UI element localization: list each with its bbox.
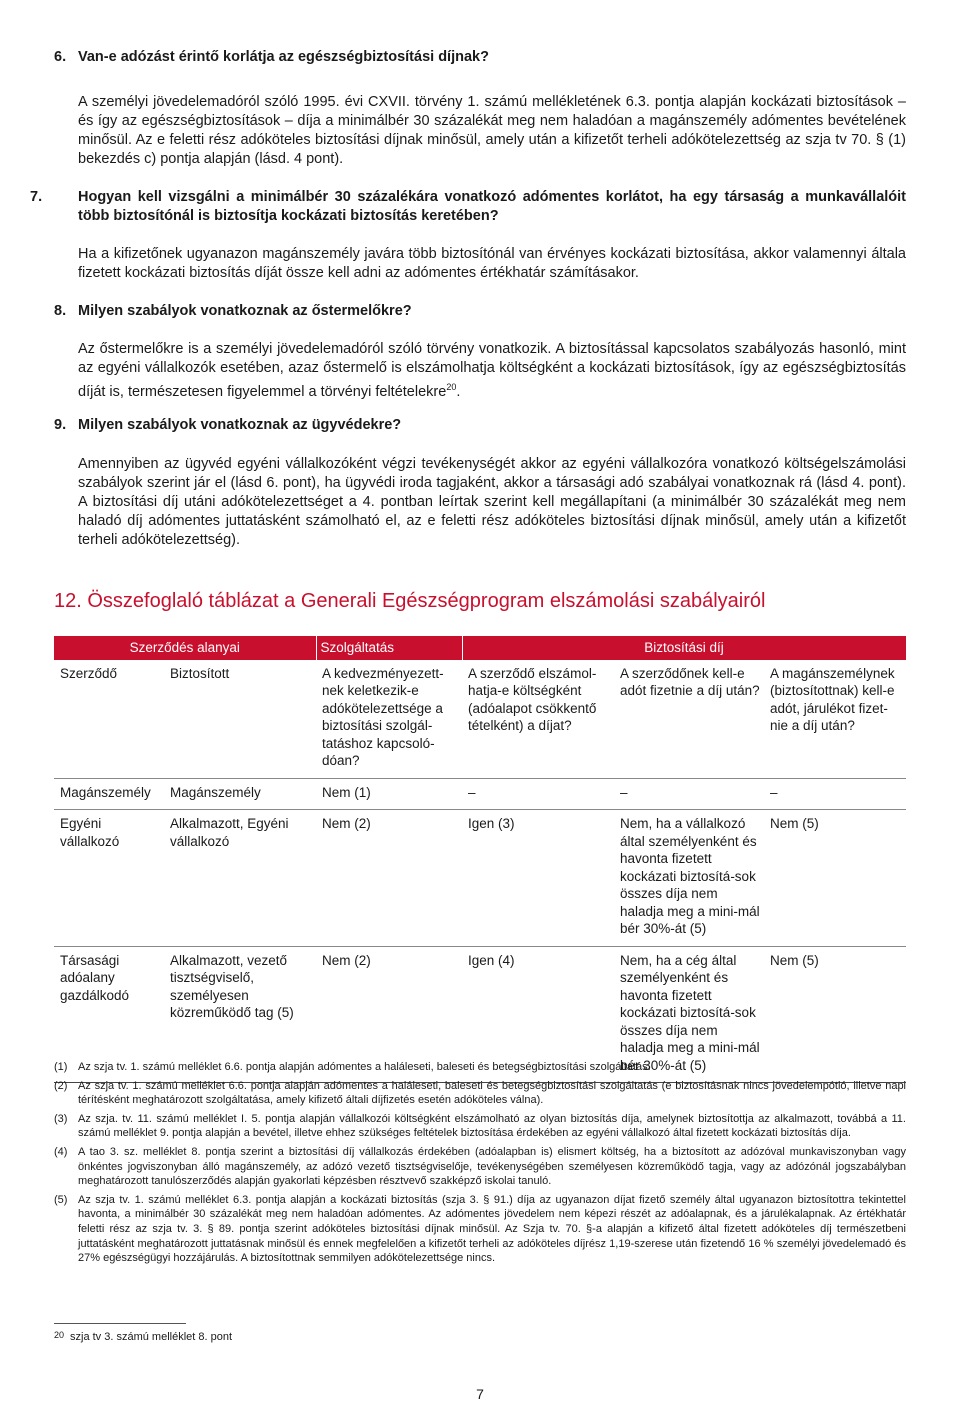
table-header-row [54, 636, 906, 660]
table-cell: A szerződőnek kell-e adót fizetnie a díj után? [620, 665, 760, 698]
table-cell: Magánszemély [54, 778, 164, 810]
page-number: 7 [476, 1386, 484, 1402]
table-cell: Szerződő [60, 665, 118, 681]
question-6-title: 6. Van-e adózást érintő korlátja az egészségbiztosítási díjnak? [54, 49, 489, 65]
table-cell: Magánszemély [164, 778, 316, 810]
note-item: (5) Az szja tv. 1. számú melléklet 6.3. pontja alapján a kockázati biztosítás (szja 3. § 91.) díja az ugyanazon díjat fizető személy által ugyanazon biztosítottra tekintettel havonta, a minimálbér 30 százalékát meg nem haladóan adómentes. Az adómentes jövedelem nem képezi részét az adóalapnak, és a járulékalapnak. Az értékhatár feletti rész az szja tv. 3. § 89. pontja szerint adóköteles biztosítási díjnak minősül. Az Szja tv. 70. §-a alapján a kifizető által fizetett adóköteles díj természetbeni juttatásként meghatározott juttatásnak minősül és ennek megfelelően a kifizetőt terheli az adóköteles díjrész 1,19-szerese után fizetendő 16 % személyi jövedelemadó és 27% egészségügyi hozzájárulás. A biztosítottnak semmilyen adókötelezettsége nincs. [54, 1193, 906, 1265]
table-cell: A kedvezményezett-nek keletkezik-e adókötelezettsége a biztosítási szolgál-tatáshoz kapcsoló-dóan? [322, 665, 444, 768]
table-cell: Nem (5) [764, 810, 906, 947]
header-service: Szolgáltatás [316, 636, 462, 660]
table-cell: Nem (2) [316, 810, 462, 947]
note-item: (1) Az szja tv. 1. számú melléklet 6.6. pontja alapján adómentes a haláleseti, baleseti és betegségbiztosítási szolgáltatás. [54, 1061, 651, 1073]
question-7-title: 7. Hogyan kell vizsgálni a minimálbér 30 százalékára vonatkozó adómentes korlátot, ha egy társaság a munkavállalóit több biztosítónál is biztosítja kockázati biztosítás keretében? [30, 189, 906, 224]
question-9-title: 9. Milyen szabályok vonatkoznak az ügyvédekre? [54, 417, 402, 433]
table-cell: Alkalmazott, vezető tisztségviselő, személyesen közreműködő tag (5) [164, 946, 316, 1083]
table-cell: – [462, 778, 614, 810]
table-cell: A szerződő elszámol-hatja-e költségként (adóalapot csökkentő tételként) a díjat? [468, 665, 597, 733]
table-cell: Nem, ha a vállalkozó által személyenként és havonta fizetett kockázati biztosítá-sok összes díja nem haladja meg a mini-mál bér 30%-át (5) [614, 810, 764, 947]
footnote-ref: 20 [446, 382, 457, 392]
table-cell: – [764, 778, 906, 810]
question-8-answer: Az őstermelőkre is a személyi jövedelemadóról szóló törvény vonatkozik. A biztosítással kapcsolatos szabályozás hasonló, mint az egyéni vállalkozók esetében, azaz őstermelő is elszámolhatja költségként a kockázati biztosítások, így az egészségbiztosítás díját is, természetesen figyelemmel a törvényi feltételekre$^{20}$. [78, 341, 906, 400]
table-notes [54, 1060, 906, 1270]
table-row [54, 778, 906, 810]
table-cell: Nem (1) [316, 778, 462, 810]
table-cell: A magánszemélynek (biztosítottnak) kell-e adót, járulékot fizet-nie a díj után? [770, 665, 895, 733]
table-cell: Alkalmazott, Egyéni vállalkozó [164, 810, 316, 947]
table-cell: Nem, ha a cég által személyenként és havonta fizetett kockázati biztosítá-sok összes díja nem haladja meg a mini-mál bér 30%-át (5) [614, 946, 764, 1083]
table-cell: – [614, 778, 764, 810]
header-premium: Biztosítási díj [462, 636, 906, 660]
table-cell: Egyéni vállalkozó [54, 810, 164, 947]
question-8-title: 8. Milyen szabályok vonatkoznak az őstermelőkre? [54, 303, 412, 319]
table-row [54, 660, 906, 779]
footnote-divider [54, 1323, 186, 1324]
question-9-answer: Amennyiben az ügyvéd egyéni vállalkozóként végzi tevékenységét akkor az egyéni vállalkozóra vonatkozó költségelszámolási szabályok szerint jár el (lásd 6. pont), ha ügyvédi iroda tagjaként, akkor a társasági adó szabályai vonatkoznak rá (lásd 4. pont). A biztosítási díj utáni adókötelezettséget a 4. pontban leírtak szerint kell megállapítani (a minimálbér 30 százalékát meg nem haladó díj adómentes juttatásként számolható el, az e feletti rész adóköteles biztosítási díjnak minősül, amely után a kifizetőt terheli adókötelezettség). [78, 456, 906, 548]
note-item: (3) Az szja. tv. 11. számú melléklet I. 5. pontja alapján vállalkozói költségként elszámolható az olyan biztosítás díja, amelynek biztosítottja az alkalmazott, továbbá a 11. számú melléklet 9. pontja alapján a bevétel, illetve ehhez szükséges feltételek biztosítása érdekében az egyéni vállalkozó által fizetett kockázati biztosítás díja. [54, 1112, 906, 1140]
section-title: 12. Összefoglaló táblázat a Generali Egészségprogram elszámolási szabályairól [54, 590, 766, 612]
table-cell: Nem (2) [316, 946, 462, 1083]
table-cell: Biztosított [170, 665, 230, 681]
question-6-answer: A személyi jövedelemadóról szóló 1995. évi CXVII. törvény 1. számú mellékletének 6.3. pontja alapján kockázati biztosítások – és így az egészségbiztosítások – díja a minimálbér 30 százalékát meg nem haladóan a magánszemély adómentes bevételének minősül. Az e feletti rész adóköteles biztosítási díjnak minősül, amely után a kifizetőt terheli adókötelezettség az szja tv 70. § (1) bekezdés c) pontja alapján (lásd. 4 pont). [78, 94, 906, 167]
summary-table [54, 636, 907, 1083]
table-cell: Nem (5) [764, 946, 906, 1083]
question-7-answer: Ha a kifizetőnek ugyanazon magánszemély javára több biztosítónál van érvényes kockázati biztosítása, akkor valamennyi általa fizetett kockázati biztosítás díját össze kell adni az adómentes értékhatár számításakor. [78, 246, 906, 281]
footnote: 20 szja tv 3. számú melléklet 8. pont [54, 1330, 233, 1343]
table-cell: Társasági adóalany gazdálkodó [54, 946, 164, 1083]
table-cell: Igen (4) [462, 946, 614, 1083]
table-cell: Igen (3) [462, 810, 614, 947]
header-contract-parties: Szerződés alanyai [54, 636, 316, 660]
note-item: (2) Az szja tv. 1. számú melléklet 6.6. pontja alapján adómentes a haláleseti, baleseti és betegségbiztosítási szolgáltatás (e biztosításnak nincs jövedelempótló, illetve napi térítésként meghatározott szolgáltatása, amely kifizető általi díjfizetés esetén adóköteles válna). [54, 1079, 906, 1107]
table-row [54, 810, 906, 947]
note-item: (4) A tao 3. sz. melléklet 8. pontja szerint a biztosítási díj vállalkozás érdekében (adóalapban is) elismert költség, ha a biztosított az adózóval munkaviszonyban vagy önkéntes jogviszonyban álló magánszemély, az adózó vezető tisztségviselője, tevékenységében személyesen közreműködő tagja, vagy az adózónál jogszabályban meghatározott tanulószerződés alapján gyakorlati képzésben résztvevő szakképző iskolai tanuló. [54, 1145, 906, 1188]
